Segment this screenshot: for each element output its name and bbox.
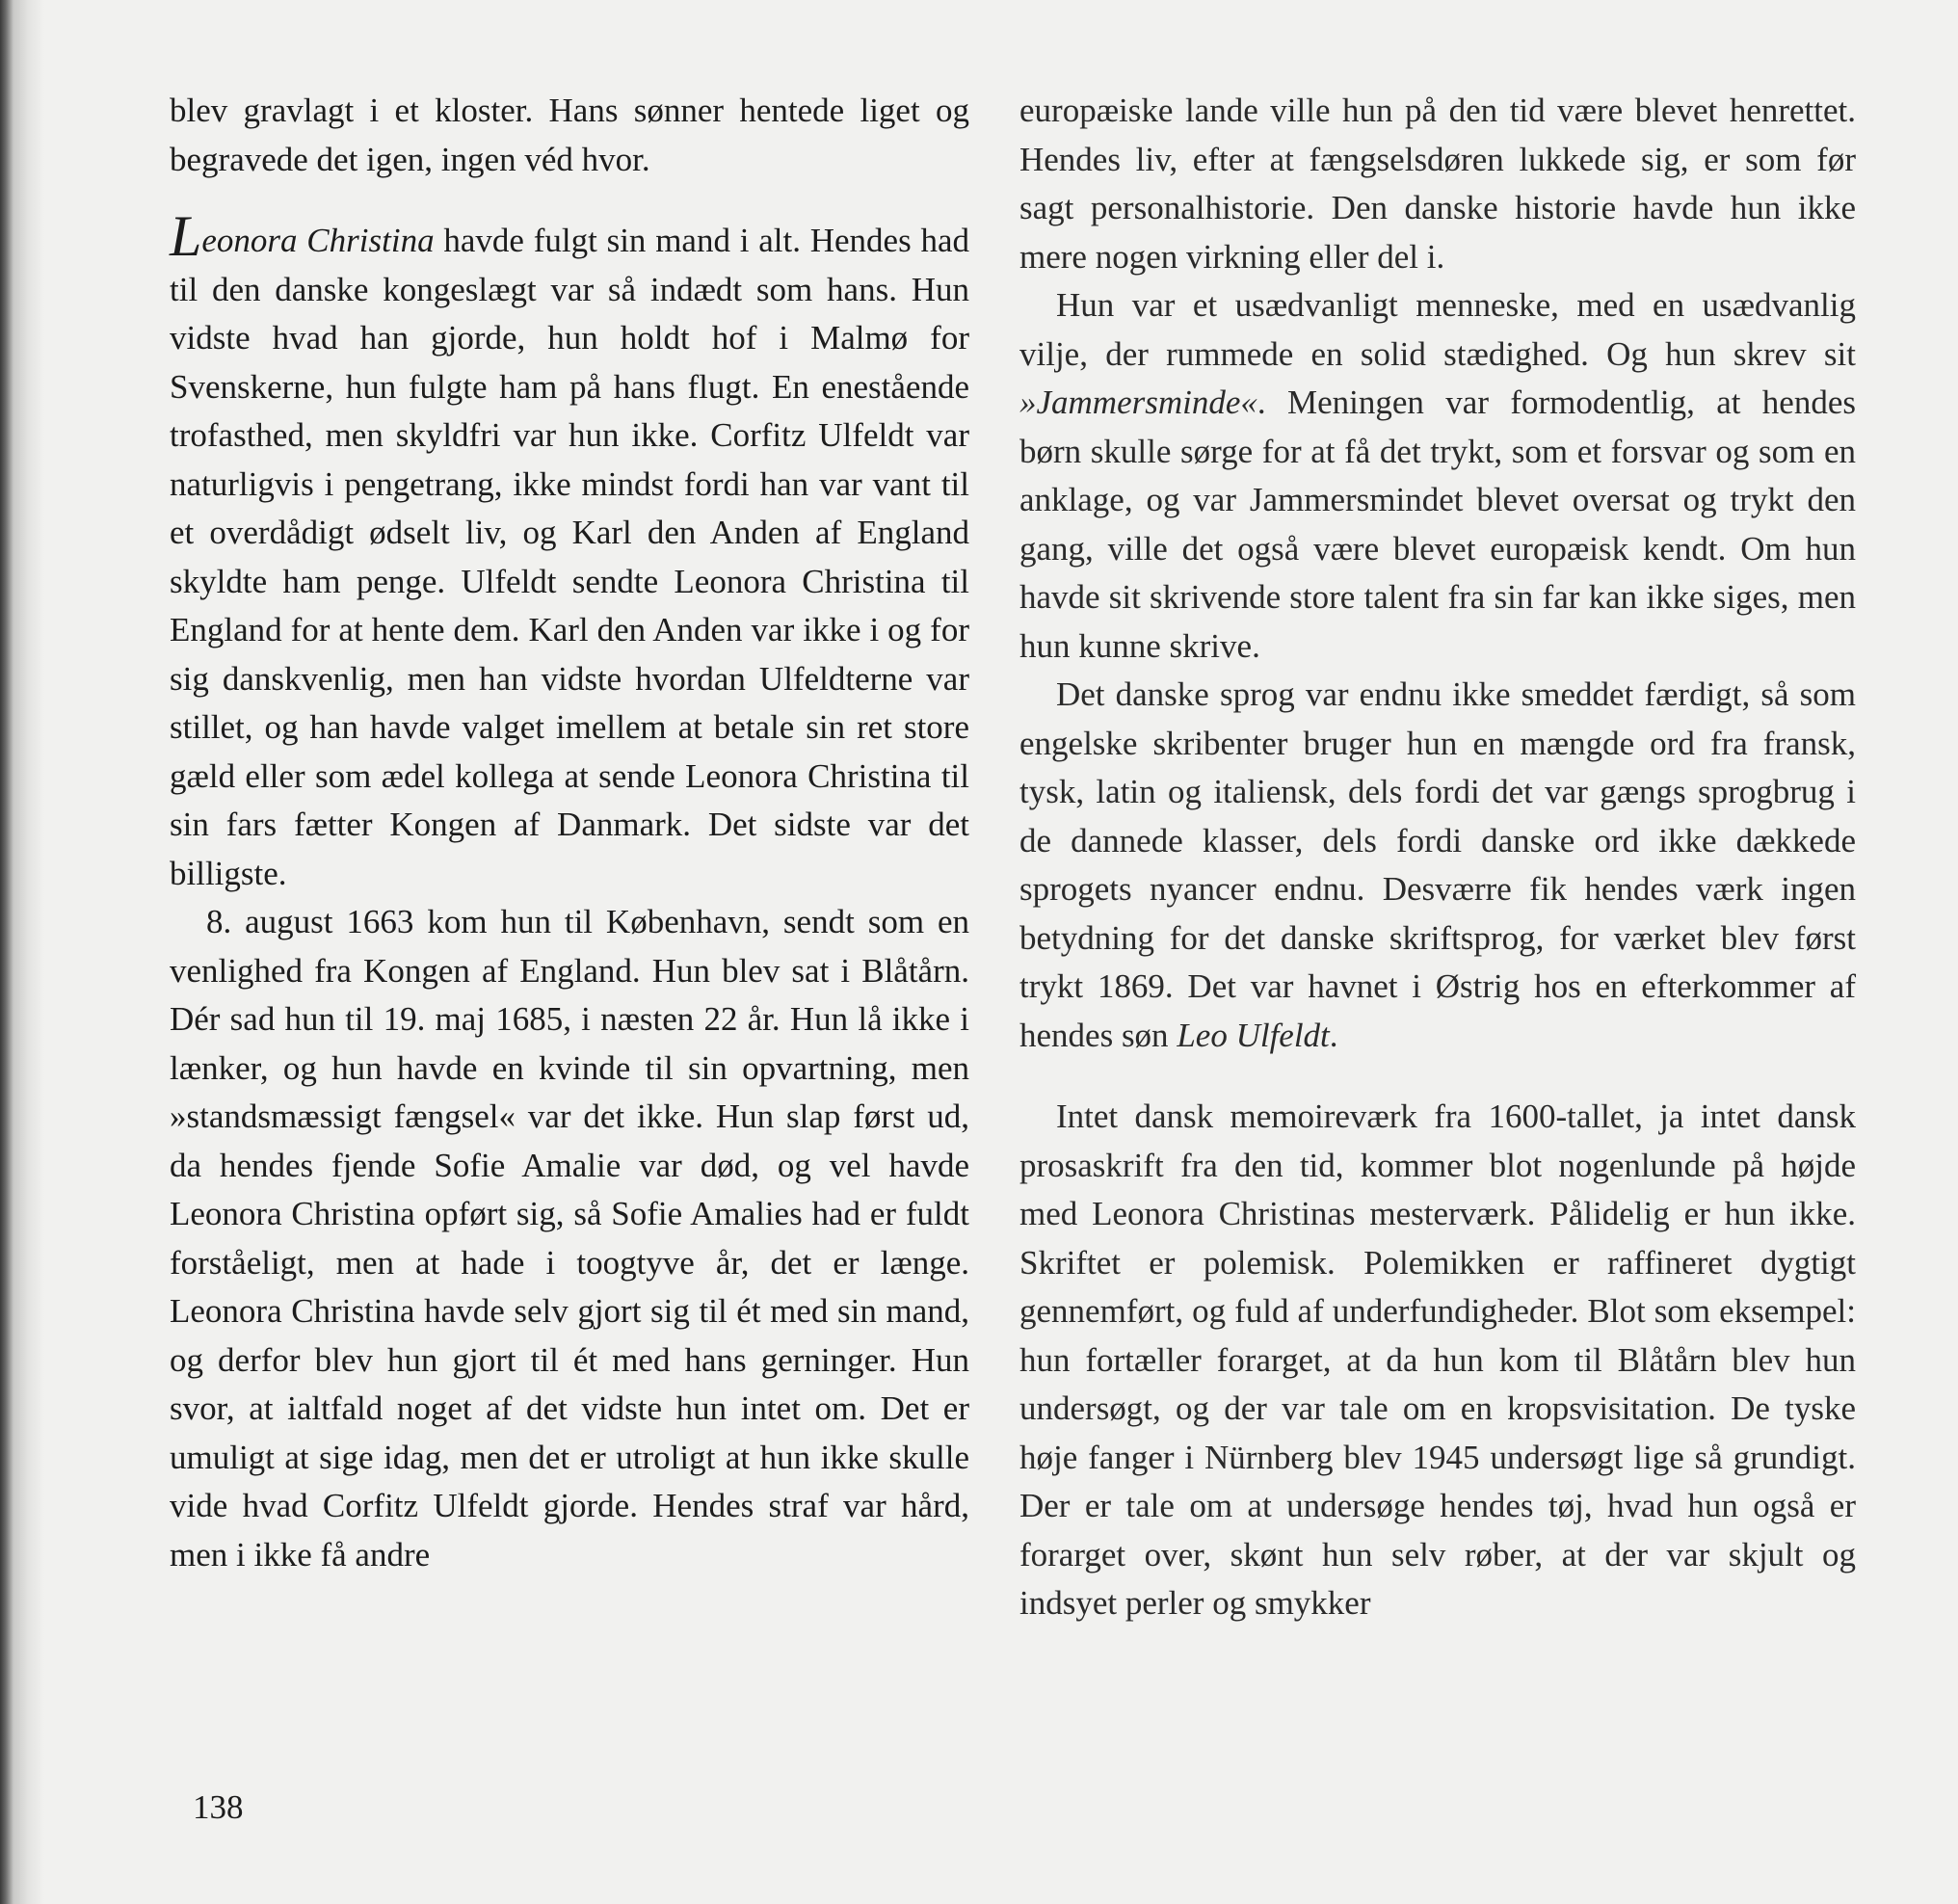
left-paragraph-2-body: havde fulgt sin mand i alt. Hendes had til den danske kongeslægt var så indædt som hans. Hun vidste hvad han gjorde, hun holdt hof i Malmø for Svenskerne, hun fulgte ham på hans flugt. En enestående trofasthed, men skyldfri var hun ikke. Corfitz Ulfeldt var naturligvis i pengetrang, ikke mindst fordi han var vant til et overdådigt ødselt liv, og Karl den Anden af England skyldte ham penge. Ulfeldt sendte Leonora Christina til England for at hente dem. Karl den Anden var ikke i og for sig danskvenlig, men han vidste hvordan Ulfeldterne var stillet, og han havde valget imellem at betale sin ret store gæld eller som ædel kollega at sende Leonora Christina til sin fars fætter Kongen af Danmark. Det sidste var det billigste. (170, 222, 970, 892)
italic-name: eonora Christina (201, 222, 435, 259)
right-paragraph-2 (1019, 281, 1856, 671)
book-spine-shadow (0, 0, 44, 1904)
italic-title: »Jammersminde« (1019, 383, 1257, 421)
right-paragraph-2-start: Hun var et usædvanligt menneske, med en usædvanlig vilje, der rummede en solid stædighed. Og hun skrev sit (1019, 286, 1856, 373)
drop-cap-letter: L (170, 204, 202, 268)
left-paragraph-2 (170, 204, 970, 898)
left-paragraph-3: 8. august 1663 kom hun til København, sendt som en venlighed fra Kongen af England. Hun blev sat i Blåtårn. Dér sad hun til 19. maj 1685, i næsten 22 år. Hun lå ikke i lænker, og hun havde en kvinde til sin opvartning, men »standsmæssigt fængsel« var det ikke. Hun slap først ud, da hendes fjende Sofie Amalie var død, og vel havde Leonora Christina opført sig, så Sofie Amalies had er fuldt forståeligt, men at hade i toogtyve år, det er længe. Leonora Christina havde selv gjort sig til ét med sin mand, og derfor blev hun gjort til ét med hans gerninger. Hun svor, at ialtfald noget af det vidste hun intet om. Det er umuligt at sige idag, men det er utroligt at hun ikke skulle vide hvad Corfitz Ulfeldt gjorde. Hendes straf var hård, men i ikke få andre (170, 903, 969, 1573)
right-paragraph-3-end: . (1329, 1016, 1338, 1054)
right-paragraph-4: Intet dansk memoireværk fra 1600-tallet, ja intet dansk prosaskrift fra den tid, kommer blot nogenlunde på højde med Leonora Christinas mesterværk. Pålidelig er hun ikke. Skriftet er polemisk. Polemikken er raffineret dygtigt gennemført, og fuld af underfundigheder. Blot som eksempel: hun fortæller forarget, at da hun kom til Blåtårn blev hun undersøgt, og der var tale om en kropsvisitation. De tyske høje fanger i Nürnberg blev 1945 undersøgt lige så grundigt. Der er tale om at undersøge hendes tøj, hvad hun også er forarget over, skønt hun selv røber, at der var skjult og indsyet perler og smykker (1019, 1097, 1856, 1622)
right-paragraph-3-start: Det danske sprog var endnu ikke smeddet færdigt, så som engelske skribenter bruger hun en mængde ord fra fransk, tysk, latin og italiensk, dels fordi det var gængs sprogbrug i de dannede klasser, dels fordi danske ord ikke dækkede sprogets nyancer endnu. Desværre fik hendes værk ingen betydning for det danske skriftsprog, for værket blev først trykt 1869. Det var havnet i Østrig hos en efterkommer af hendes søn (1019, 675, 1856, 1054)
page-number: 138 (193, 1788, 244, 1826)
right-paragraph-2-end: . Meningen var formodentlig, at hendes børn skulle sørge for at få det trykt, som et forsvar og som en anklage, og var Jammersmindet blevet oversat og trykt den gang, ville det også være blevet europæisk kendt. Om hun havde sit skrivende store talent fra sin far kan ikke siges, men hun kunne skrive. (1019, 383, 1856, 665)
left-text-column (170, 87, 969, 1579)
right-paragraph-3 (1019, 671, 1856, 1060)
right-paragraph-1: europæiske lande ville hun på den tid være blevet henrettet. Hendes liv, efter at fængselsdøren lukkede sig, er som før sagt personalhistorie. Den danske historie havde hun ikke mere nogen virkning eller del i. (1019, 92, 1856, 276)
italic-person-name: Leo Ulfeldt (1177, 1016, 1330, 1054)
right-text-column (1019, 87, 1856, 1628)
left-paragraph-1: blev gravlagt i et kloster. Hans sønner hentede liget og begravede det igen, ingen véd hvor. (170, 92, 969, 178)
